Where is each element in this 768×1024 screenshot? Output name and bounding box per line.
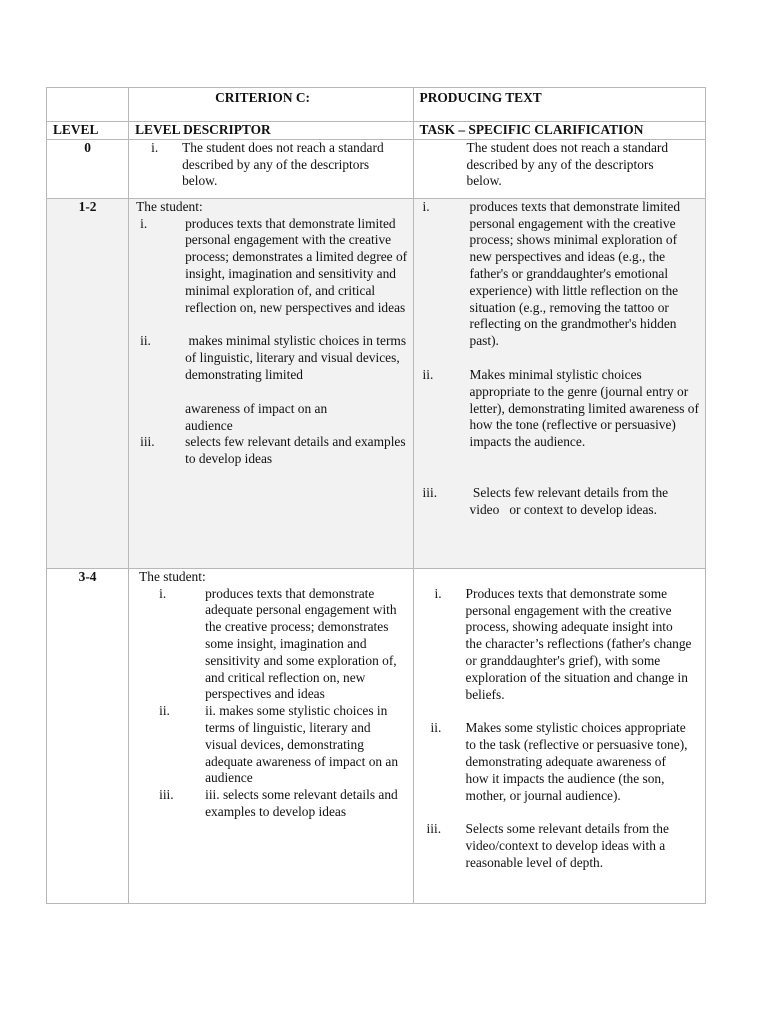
item-number: i.: [151, 139, 159, 155]
title-cell-empty: [47, 88, 129, 122]
header-descriptor: LEVEL DESCRIPTOR: [135, 122, 271, 137]
header-level: LEVEL: [53, 122, 99, 137]
item-number: iii.: [426, 821, 442, 837]
item-text: selects few relevant details and examples to develop ideas: [185, 434, 406, 467]
title-row: [47, 88, 706, 122]
item-number: ii.: [140, 333, 151, 349]
item-text: produces texts that demonstrate limited personal engagement with the creative process; shows minimal exploration of new perspectives and ideas (e.g., the father's or granddaughter's emotional experience) with little reflection on the situation (e.g., removing the tattoo or reflecting on the grandmother's hidden past).: [469, 198, 681, 349]
item-number: ii.: [422, 366, 434, 382]
clarification-cell: [413, 568, 705, 903]
item-text: Makes minimal stylistic choices appropriate to the genre (journal entry or letter), demonstrating limited awareness of how the tone (reflective or persuasive) impacts the audience.: [469, 366, 699, 450]
level-cell: [47, 568, 129, 903]
clarification-cell: [413, 139, 705, 198]
list-item: [129, 434, 412, 468]
item-text: Selects some relevant details from the video/context to develop ideas with a reasonable level of depth.: [465, 821, 669, 870]
list-item: [414, 586, 705, 704]
level-value: 3-4: [78, 568, 97, 584]
criterion-subtitle: PRODUCING TEXT: [419, 90, 542, 105]
item-text: Makes some stylistic choices appropriate to the task (reflective or persuasive tone), demonstrating adequate awareness of how it impacts the audience (the son, mother, or journal audience).: [465, 720, 688, 803]
item-number: iii.: [140, 434, 155, 450]
criterion-title: CRITERION C:: [215, 90, 310, 105]
table-row: [47, 568, 706, 903]
item-text: Produces texts that demonstrate some personal engagement with the creative process, showing adequate insight into the character’s reflections (father's change or granddaughter's grief), with some exploration of the situation and change in beliefs.: [465, 585, 692, 702]
title-cell-producing: [413, 88, 705, 122]
item-number: i.: [434, 585, 442, 601]
table-row: [47, 139, 706, 198]
list-item: [414, 485, 705, 519]
header-descriptor-cell: [129, 122, 413, 140]
list-item: [414, 367, 705, 451]
list-item: [129, 216, 412, 317]
rubric-table: [46, 87, 706, 904]
item-number: iii.: [159, 787, 174, 803]
header-clarification-cell: [413, 122, 705, 140]
header-clarification: TASK – SPECIFIC CLARIFICATION: [419, 122, 644, 137]
descriptor-cell: [129, 568, 413, 903]
list-item: [414, 140, 705, 190]
clarification-cell: [413, 198, 705, 568]
list-item: [129, 586, 412, 704]
descriptor-intro: The student:: [139, 568, 206, 584]
item-number: iii.: [422, 484, 438, 500]
item-number: i.: [159, 585, 167, 601]
list-item: [414, 821, 705, 871]
title-cell-criterion: [129, 88, 413, 122]
descriptor-intro: The student:: [136, 198, 203, 214]
item-number: i.: [422, 198, 430, 214]
item-text-continued: awareness of impact on an audience: [185, 400, 328, 433]
item-text: produces texts that demonstrate limited personal engagement with the creative process; demonstrates a limited degree of insight, imagination and sensitivity and minimal exploration of, and critical reflection on, new perspectives and ideas: [185, 215, 408, 315]
item-text: ii. makes some stylistic choices in terms of linguistic, literary and visual devices, demonstrating adequate awareness of impact on an audience: [205, 703, 399, 786]
list-item: [129, 333, 412, 434]
list-item: [414, 199, 705, 350]
item-number: i.: [140, 215, 148, 231]
list-item: [129, 140, 412, 190]
item-text: produces texts that demonstrate adequate personal engagement with the creative process; demonstrates some insight, imagination and sensitivity and some exploration of, and critical reflection on, new perspectives and ideas: [205, 585, 397, 702]
list-item: [129, 703, 412, 787]
item-text: The student does not reach a standard described by any of the descriptors below.: [466, 139, 669, 189]
descriptor-cell: [129, 139, 413, 198]
list-item: [129, 787, 412, 821]
item-text: makes minimal stylistic choices in terms of linguistic, literary and visual devices, demonstrating limited: [185, 333, 410, 382]
level-cell: [47, 198, 129, 568]
level-value: 1-2: [78, 198, 97, 214]
item-number: ii.: [430, 720, 442, 736]
descriptor-cell: [129, 198, 413, 568]
level-value: 0: [84, 139, 91, 155]
header-row: [47, 122, 706, 140]
table-row: [47, 198, 706, 568]
item-text: iii. selects some relevant details and examples to develop ideas: [205, 787, 398, 819]
item-text: Selects few relevant details from the video or context to develop ideas.: [469, 484, 672, 517]
level-cell: [47, 139, 129, 198]
item-number: ii.: [159, 703, 170, 719]
header-level-cell: [47, 122, 129, 140]
list-item: [414, 720, 705, 804]
item-text: The student does not reach a standard described by any of the descriptors below.: [182, 139, 384, 189]
